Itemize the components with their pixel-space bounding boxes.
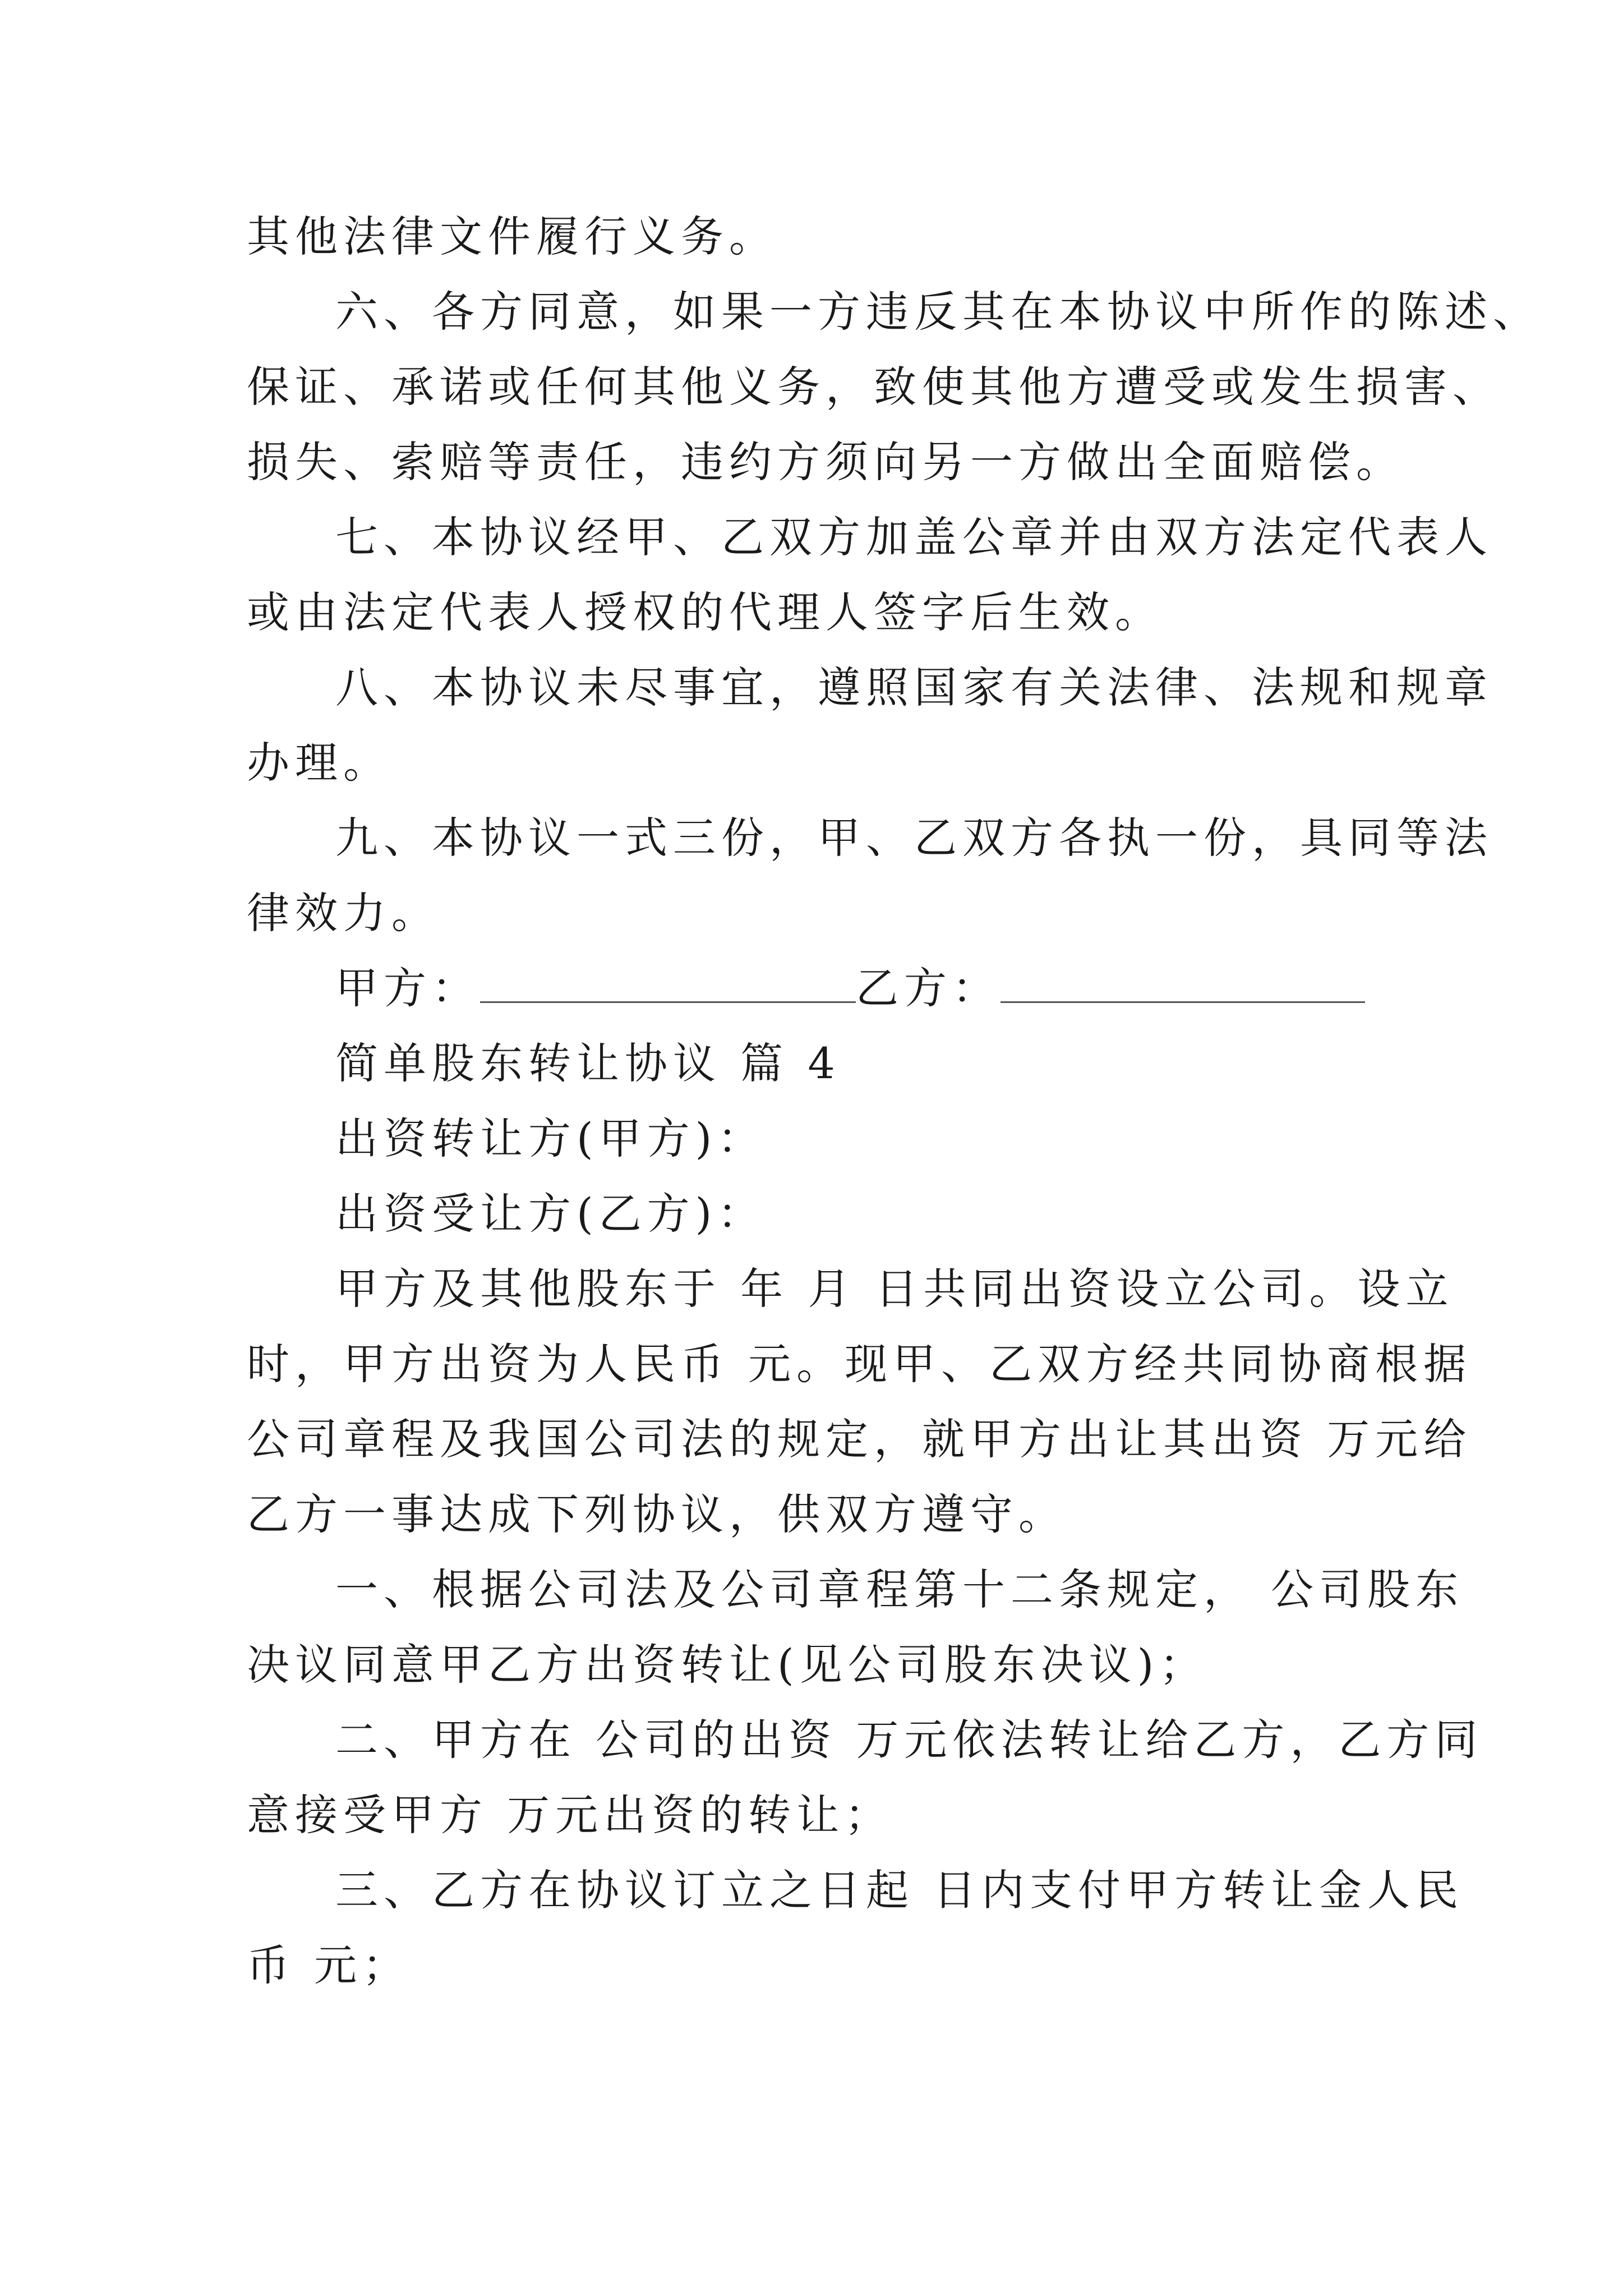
preamble-line-3: 公司章程及我国公司法的规定，就甲方出让其出资 万元给 [247,1414,1472,1464]
section-heading: 简单股东转让协议 篇 4 [335,1038,841,1088]
clause-three-line-1: 三、乙方在协议订立之日起 日内支付甲方转让金人民 [335,1865,1464,1915]
clause-nine-line-2: 律效力。 [247,888,440,938]
preamble-line-2: 时，甲方出资为人民币 元。现甲、乙双方经共同协商根据 [247,1339,1472,1389]
clause-two-line-1: 二、甲方在 公司的出资 万元依法转让给乙方，乙方同 [335,1715,1483,1765]
clause-seven-line-1: 七、本协议经甲、乙双方加盖公章并由双方法定代表人 [335,512,1493,562]
clause-two-line-2: 意接受甲方 万元出资的转让； [247,1790,893,1840]
paragraph-line: 其他法律文件履行义务。 [247,211,777,261]
transferor-line: 出资转让方(甲方)： [335,1114,766,1163]
clause-six-line-3: 损失、索赔等责任，违约方须向另一方做出全面赔偿。 [247,437,1404,487]
party-b-label: 乙方： [856,963,1000,1013]
preamble-line-4: 乙方一事达成下列协议，供双方遵守。 [247,1489,1067,1539]
clause-six-line-2: 保证、承诺或任何其他义务，致使其他方遭受或发生损害、 [247,362,1501,412]
signature-line [247,951,1380,1026]
clause-eight-line-2: 办理。 [247,738,391,788]
clause-nine-line-1: 九、本协议一式三份，甲、乙双方各执一份，具同等法 [335,813,1493,863]
clause-one-line-1: 一、根据公司法及公司章程第十二条规定， 公司股东 [335,1565,1464,1614]
clause-seven-line-2: 或由法定代表人授权的代理人签字后生效。 [247,587,1163,637]
clause-eight-line-1: 八、本协议未尽事宜，遵照国家有关法律、法规和规章 [335,662,1493,712]
party-a-label: 甲方： [335,963,480,1013]
transferee-line: 出资受让方(乙方)： [335,1189,766,1239]
document-body [247,199,1541,2003]
party-a-signature-blank [480,964,856,1003]
clause-one-line-2: 决议同意甲乙方出资转让(见公司股东决议)； [247,1640,1208,1690]
preamble-line-1: 甲方及其他股东于 年 月 日共同出资设立公司。设立 [335,1264,1454,1314]
clause-six-line-1: 六、各方同意，如果一方违反其在本协议中所作的陈述、 [335,287,1541,337]
party-b-signature-blank [1000,964,1365,1003]
clause-three-line-2: 币 元； [247,1940,411,1990]
